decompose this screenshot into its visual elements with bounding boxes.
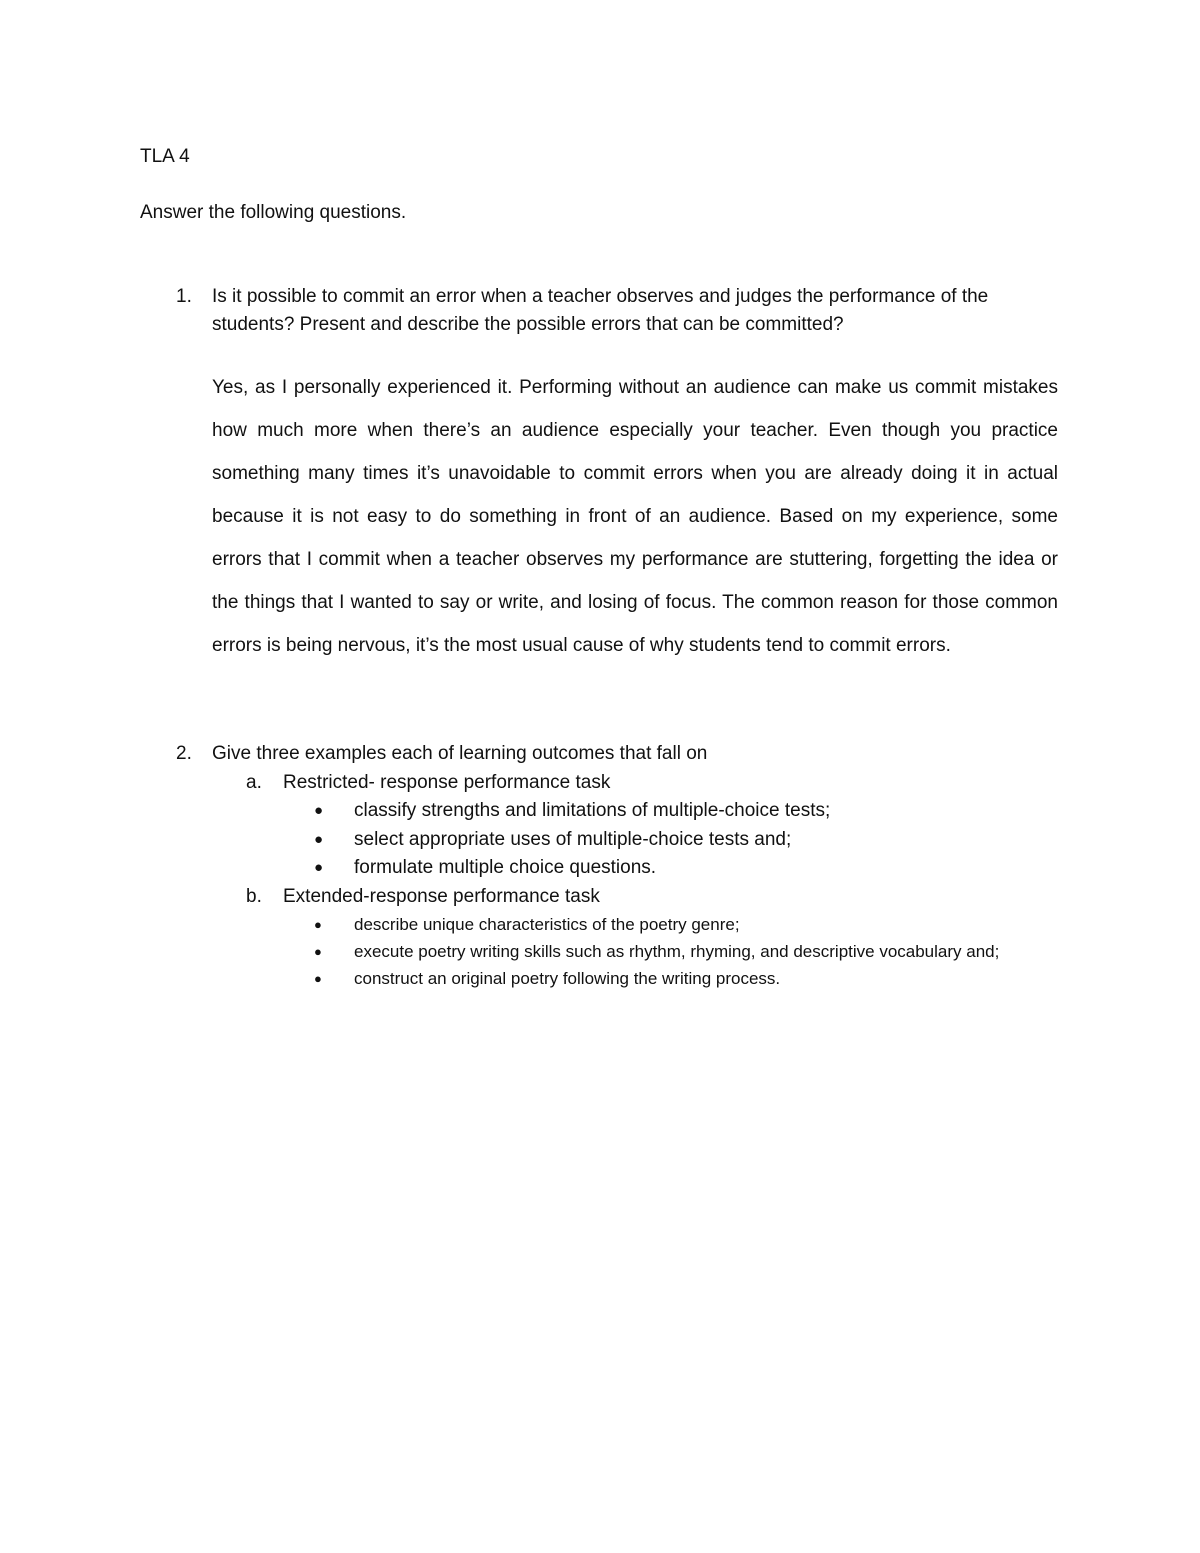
document-title: TLA 4 [140,146,190,167]
list-item-text: construct an original poetry following the writing process. [354,969,781,988]
list-item [314,854,1014,883]
list-item [314,911,1014,938]
subsection-b-label: Extended-response performance task [283,886,600,907]
list-item [314,938,1014,965]
subsection-a-list [314,797,1014,883]
bullet-dot-icon: ● [314,917,322,932]
subsection-a-label: Restricted- response performance task [283,772,611,793]
question-1-number: 1. [176,286,192,307]
bullet-dot-icon: ● [314,971,322,986]
list-item-text: classify strengths and limitations of multiple-choice tests; [354,800,831,821]
list-item [314,965,1014,992]
question-1-answer: Yes, as I personally experienced it. Performing without an audience can make us commit mistakes how much more when there’s an audience especially your teacher. Even though you practice something many times it’s unavoidable to commit errors when you are already doing it in actual because it is not easy to do something in front of an audience. Based on my experience, some errors that I commit when a teacher observes my performance are stuttering, forgetting the idea or the things that I wanted to say or write, and losing of focus. The common reason for those common errors is being nervous, it’s the most usual cause of why students tend to commit errors. [212,377,1058,656]
list-item [314,826,1014,855]
subsection-a-letter: a. [246,772,262,793]
instructions: Answer the following questions. [140,202,407,223]
question-2-text: Give three examples each of learning outcomes that fall on [212,743,708,764]
bullet-dot-icon: ● [314,944,322,959]
subsection-b-list [314,911,1014,992]
bullet-dot-icon: ● [314,830,324,848]
list-item-text: formulate multiple choice questions. [354,857,657,878]
subsection-b-letter: b. [246,886,262,907]
bullet-dot-icon: ● [314,802,324,819]
list-item-text: select appropriate uses of multiple-choice tests and; [354,828,792,850]
list-item-text: describe unique characteristics of the poetry genre; [354,915,740,934]
question-2-number: 2. [176,743,192,764]
list-item [314,797,1014,826]
list-item-text: execute poetry writing skills such as rhythm, rhyming, and descriptive vocabulary and; [354,942,1000,961]
question-1-text: Is it possible to commit an error when a teacher observes and judges the performance of the students? Present and describe the possible errors that can be committed? [212,286,989,335]
bullet-dot-icon: ● [314,859,324,876]
